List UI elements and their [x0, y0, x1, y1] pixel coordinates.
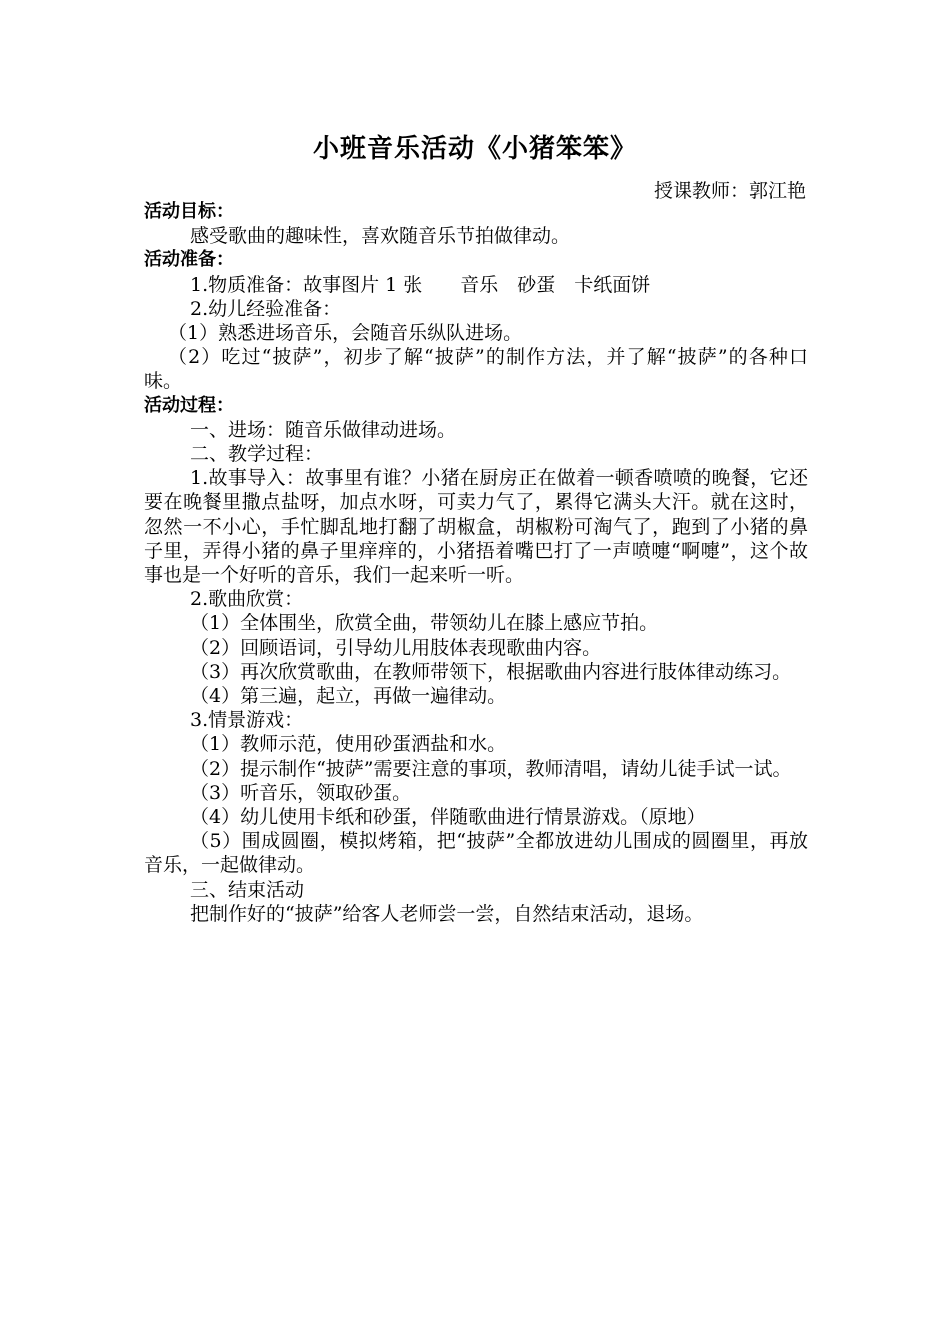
prep-experience: 2.幼儿经验准备： — [190, 297, 342, 320]
game-step-1: （1）教师示范，使用砂蛋洒盐和水。 — [190, 733, 507, 756]
game-step-5: （5）围成圆圈，模拟烤箱，把“披萨”全都放进幼儿围成的圆圈里，再放音乐，一起做律动。 — [144, 830, 808, 877]
step-entrance: 一、进场：随音乐做律动进场。 — [190, 418, 457, 441]
song-step-1: （1）全体围坐，欣赏全曲，带领幼儿在膝上感应节拍。 — [190, 612, 659, 635]
document-body — [144, 200, 808, 926]
song-step-4: （4）第三遍，起立，再做一遍律动。 — [190, 685, 507, 708]
song-step-3: （3）再次欣赏歌曲，在教师带领下，根据歌曲内容进行肢体律动练习。 — [190, 660, 792, 683]
song-step-2: （2）回顾语词，引导幼儿用肢体表现歌曲内容。 — [190, 636, 602, 659]
goal-text: 感受歌曲的趣味性，喜欢随音乐节拍做律动。 — [190, 225, 571, 248]
step-scene-game: 3.情景游戏： — [190, 709, 304, 732]
game-step-3: （3）听音乐，领取砂蛋。 — [190, 781, 412, 804]
process-heading: 活动过程： — [144, 394, 234, 416]
game-step-2: （2）提示制作“披萨”需要注意的事项，教师清唱，请幼儿徒手试一试。 — [190, 757, 792, 780]
prep-material: 1.物质准备：故事图片 1 张 音乐 砂蛋 卡纸面饼 — [190, 273, 651, 296]
game-step-4: （4）幼儿使用卡纸和砂蛋，伴随歌曲进行情景游戏。（原地） — [190, 806, 706, 829]
step-teaching: 二、教学过程： — [190, 443, 324, 466]
step-story-intro: 1.故事导入：故事里有谁？小猪在厨房正在做着一顿香喷喷的晚餐，它还要在晚餐里撒点盐呀，加点水呀，可卖力气了，累得它满头大汗。就在这时，忽然一不小心，手忙脚乱地打翻了胡椒盒，胡椒粉可淘气了，跑到了小猪的鼻子里，弄得小猪的鼻子里痒痒的，小猪捂着嘴巴打了一声喷嚏“啊嚏”，这个故事也是一个好听的音乐，我们一起来听一听。 — [144, 467, 808, 587]
goal-heading: 活动目标： — [144, 201, 234, 222]
prep-experience-2: （2）吃过“披萨”，初步了解“披萨”的制作方法，并了解“披萨”的各种口味。 — [144, 346, 808, 393]
step-song-appreciation: 2.歌曲欣赏： — [190, 588, 304, 611]
prep-experience-1: （1）熟悉进场音乐，会随音乐纵队进场。 — [168, 322, 523, 345]
step-ending: 三、结束活动 — [190, 878, 305, 901]
prep-heading: 活动准备： — [144, 249, 234, 271]
page-title: 小班音乐活动《小猪笨笨》 — [312, 134, 637, 164]
teacher-name: 授课教师：郭江艳 — [653, 180, 806, 202]
step-ending-text: 把制作好的“披萨”给客人老师尝一尝，自然结束活动，退场。 — [190, 902, 704, 925]
